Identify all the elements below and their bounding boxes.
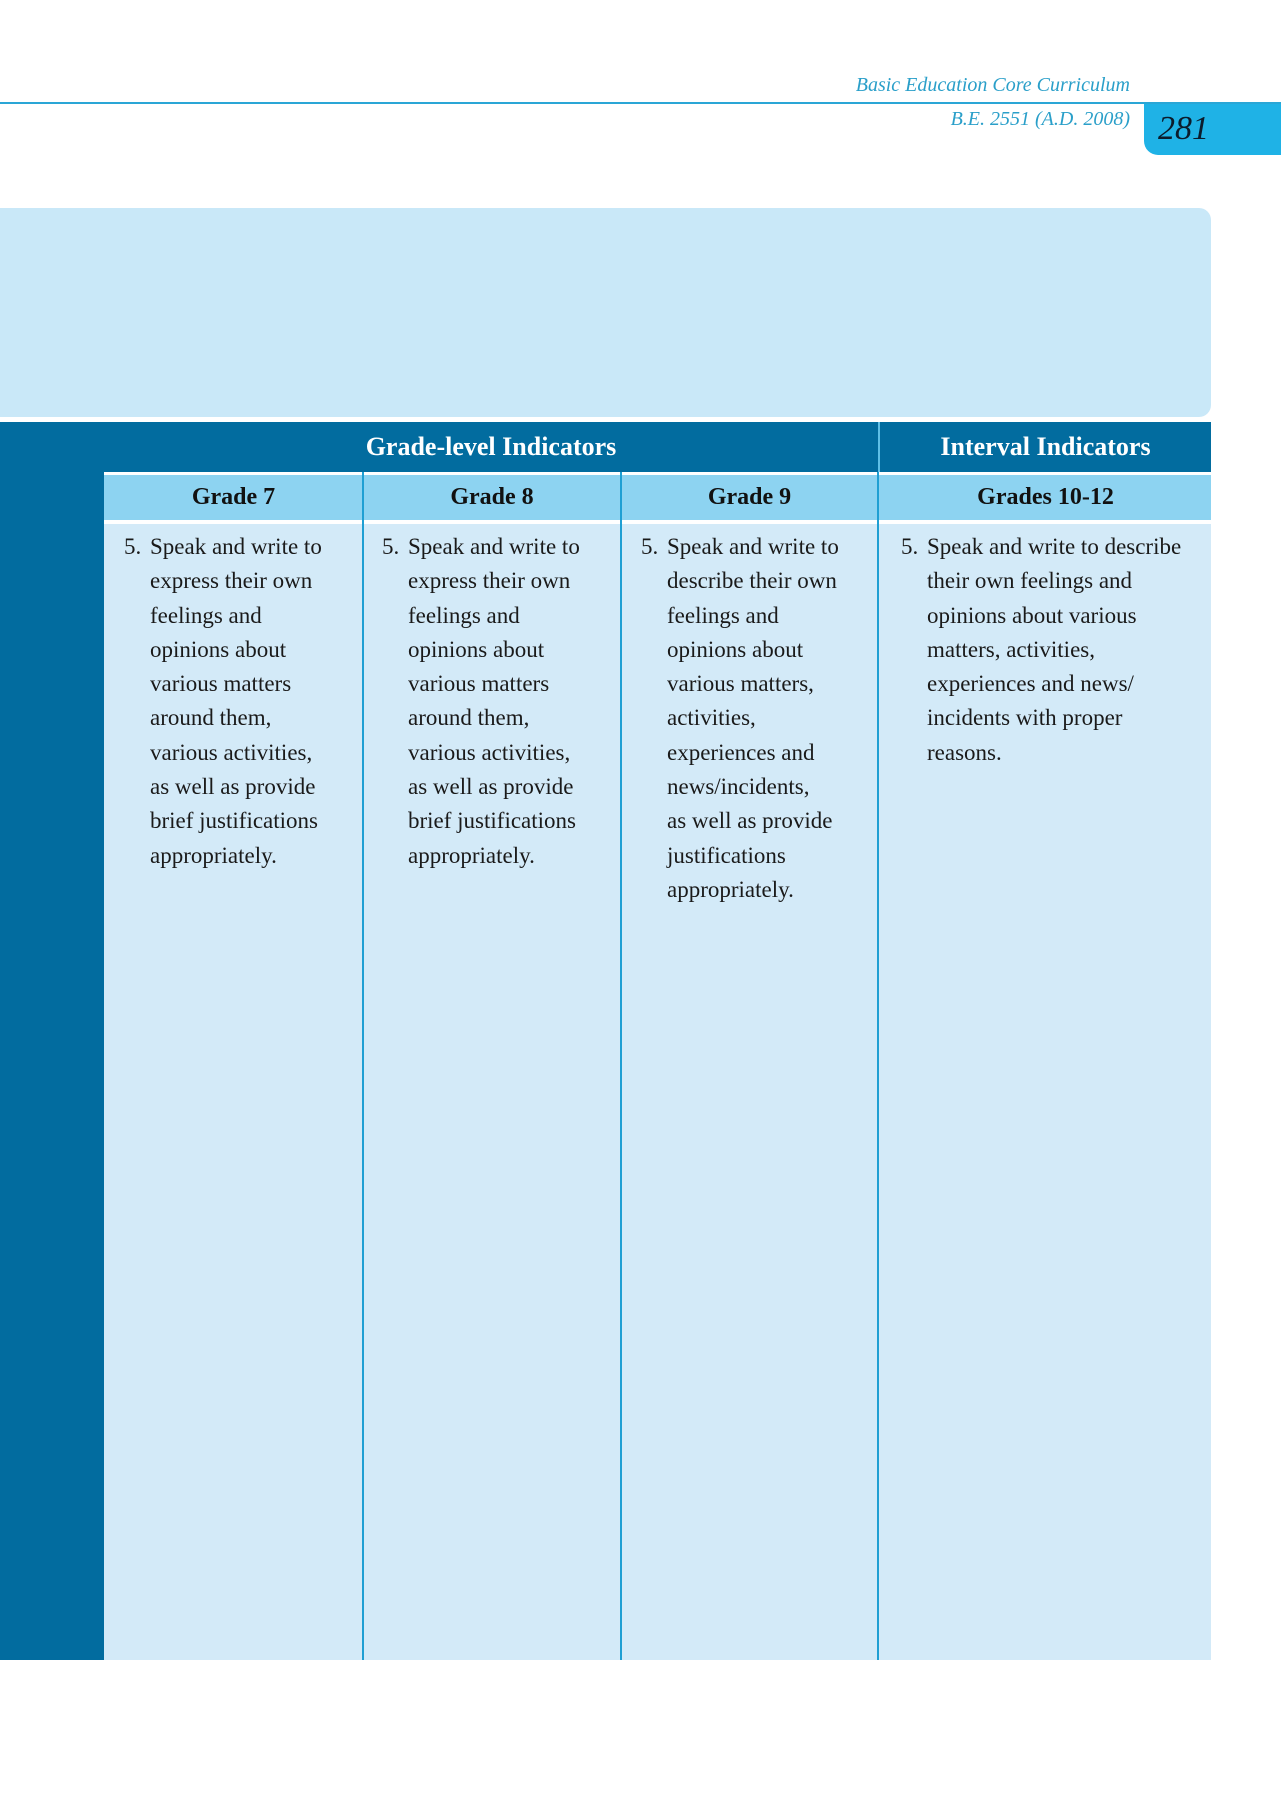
column-header-grade-9: Grade 9 xyxy=(707,484,792,510)
indicator-line: opinions about xyxy=(667,636,804,662)
indicator-line: appropriately. xyxy=(408,842,535,868)
indicator-line: Speak and write to xyxy=(667,534,839,559)
indicator-line: appropriately. xyxy=(150,842,277,868)
indicator-line: opinions about xyxy=(150,636,287,662)
column-divider xyxy=(620,472,622,1660)
indicator-line: Speak and write to describe xyxy=(927,534,1182,559)
grade-level-indicators-header: Grade-level Indicators xyxy=(365,432,617,461)
indicator-line: appropriately. xyxy=(667,876,794,902)
indicator-line: experiences and xyxy=(667,739,815,765)
indicator-line: express their own xyxy=(408,568,571,594)
indicator-line: as well as provide xyxy=(150,774,316,800)
item-number: 5. xyxy=(641,534,659,559)
column-header-grade-8: Grade 8 xyxy=(450,484,534,510)
item-number: 5. xyxy=(901,534,919,559)
indicator-line: Speak and write to xyxy=(408,534,580,559)
column-header-grades-10-12: Grades 10-12 xyxy=(977,484,1114,510)
indicator-line: as well as provide xyxy=(667,808,833,834)
curriculum-edition: B.E. 2551 (A.D. 2008) xyxy=(950,108,1130,130)
left-sidebar-bar xyxy=(0,422,104,1660)
item-number: 5. xyxy=(124,534,142,559)
indicator-line: brief justifications xyxy=(150,808,318,834)
indicator-line: experiences and news/ xyxy=(927,671,1134,697)
indicator-line: reasons. xyxy=(927,739,1002,765)
indicator-line: feelings and xyxy=(150,602,262,628)
indicator-line: their own feelings and xyxy=(927,568,1133,594)
indicator-line: various matters xyxy=(408,671,550,697)
curriculum-title: Basic Education Core Curriculum xyxy=(855,74,1130,96)
indicator-line: opinions about xyxy=(408,636,545,662)
indicator-line: various matters, xyxy=(667,671,814,697)
column-header-row xyxy=(104,475,1211,520)
column-divider xyxy=(877,472,879,1660)
page-number-tab xyxy=(1144,104,1281,155)
standard-band xyxy=(0,208,1211,417)
indicator-line: feelings and xyxy=(667,602,779,628)
indicator-line: around them, xyxy=(150,705,272,731)
indicator-line: news/incidents, xyxy=(667,774,810,800)
interval-indicators-header: Interval Indicators xyxy=(940,432,1151,461)
page-number: 281 xyxy=(1158,110,1209,147)
column-header-grade-7: Grade 7 xyxy=(191,484,276,510)
indicator-line: incidents with proper xyxy=(927,705,1123,731)
indicator-line: Speak and write to xyxy=(150,534,322,559)
header-rule xyxy=(0,102,1281,104)
indicator-line: various activities, xyxy=(408,739,571,765)
indicator-line: matters, activities, xyxy=(927,636,1095,662)
indicator-line: activities, xyxy=(667,705,756,731)
group-header-row xyxy=(104,422,1211,472)
indicator-line: express their own xyxy=(150,568,313,594)
indicator-line: feelings and xyxy=(408,602,520,628)
grade-8-indicator xyxy=(382,530,614,873)
indicator-line: justifications xyxy=(667,842,786,868)
indicator-line: opinions about various xyxy=(927,602,1137,628)
indicator-line: brief justifications xyxy=(408,808,576,834)
indicator-line: various activities, xyxy=(150,739,313,765)
item-number: 5. xyxy=(382,534,400,559)
grade-9-indicator xyxy=(641,530,873,907)
indicator-line: describe their own xyxy=(667,568,837,594)
indicator-line: around them, xyxy=(408,705,530,731)
grades-10-12-indicator xyxy=(901,530,1207,770)
indicator-line: as well as provide xyxy=(408,774,574,800)
indicator-line: various matters xyxy=(150,671,292,697)
grade-7-indicator xyxy=(124,530,356,873)
column-divider xyxy=(362,472,364,1660)
